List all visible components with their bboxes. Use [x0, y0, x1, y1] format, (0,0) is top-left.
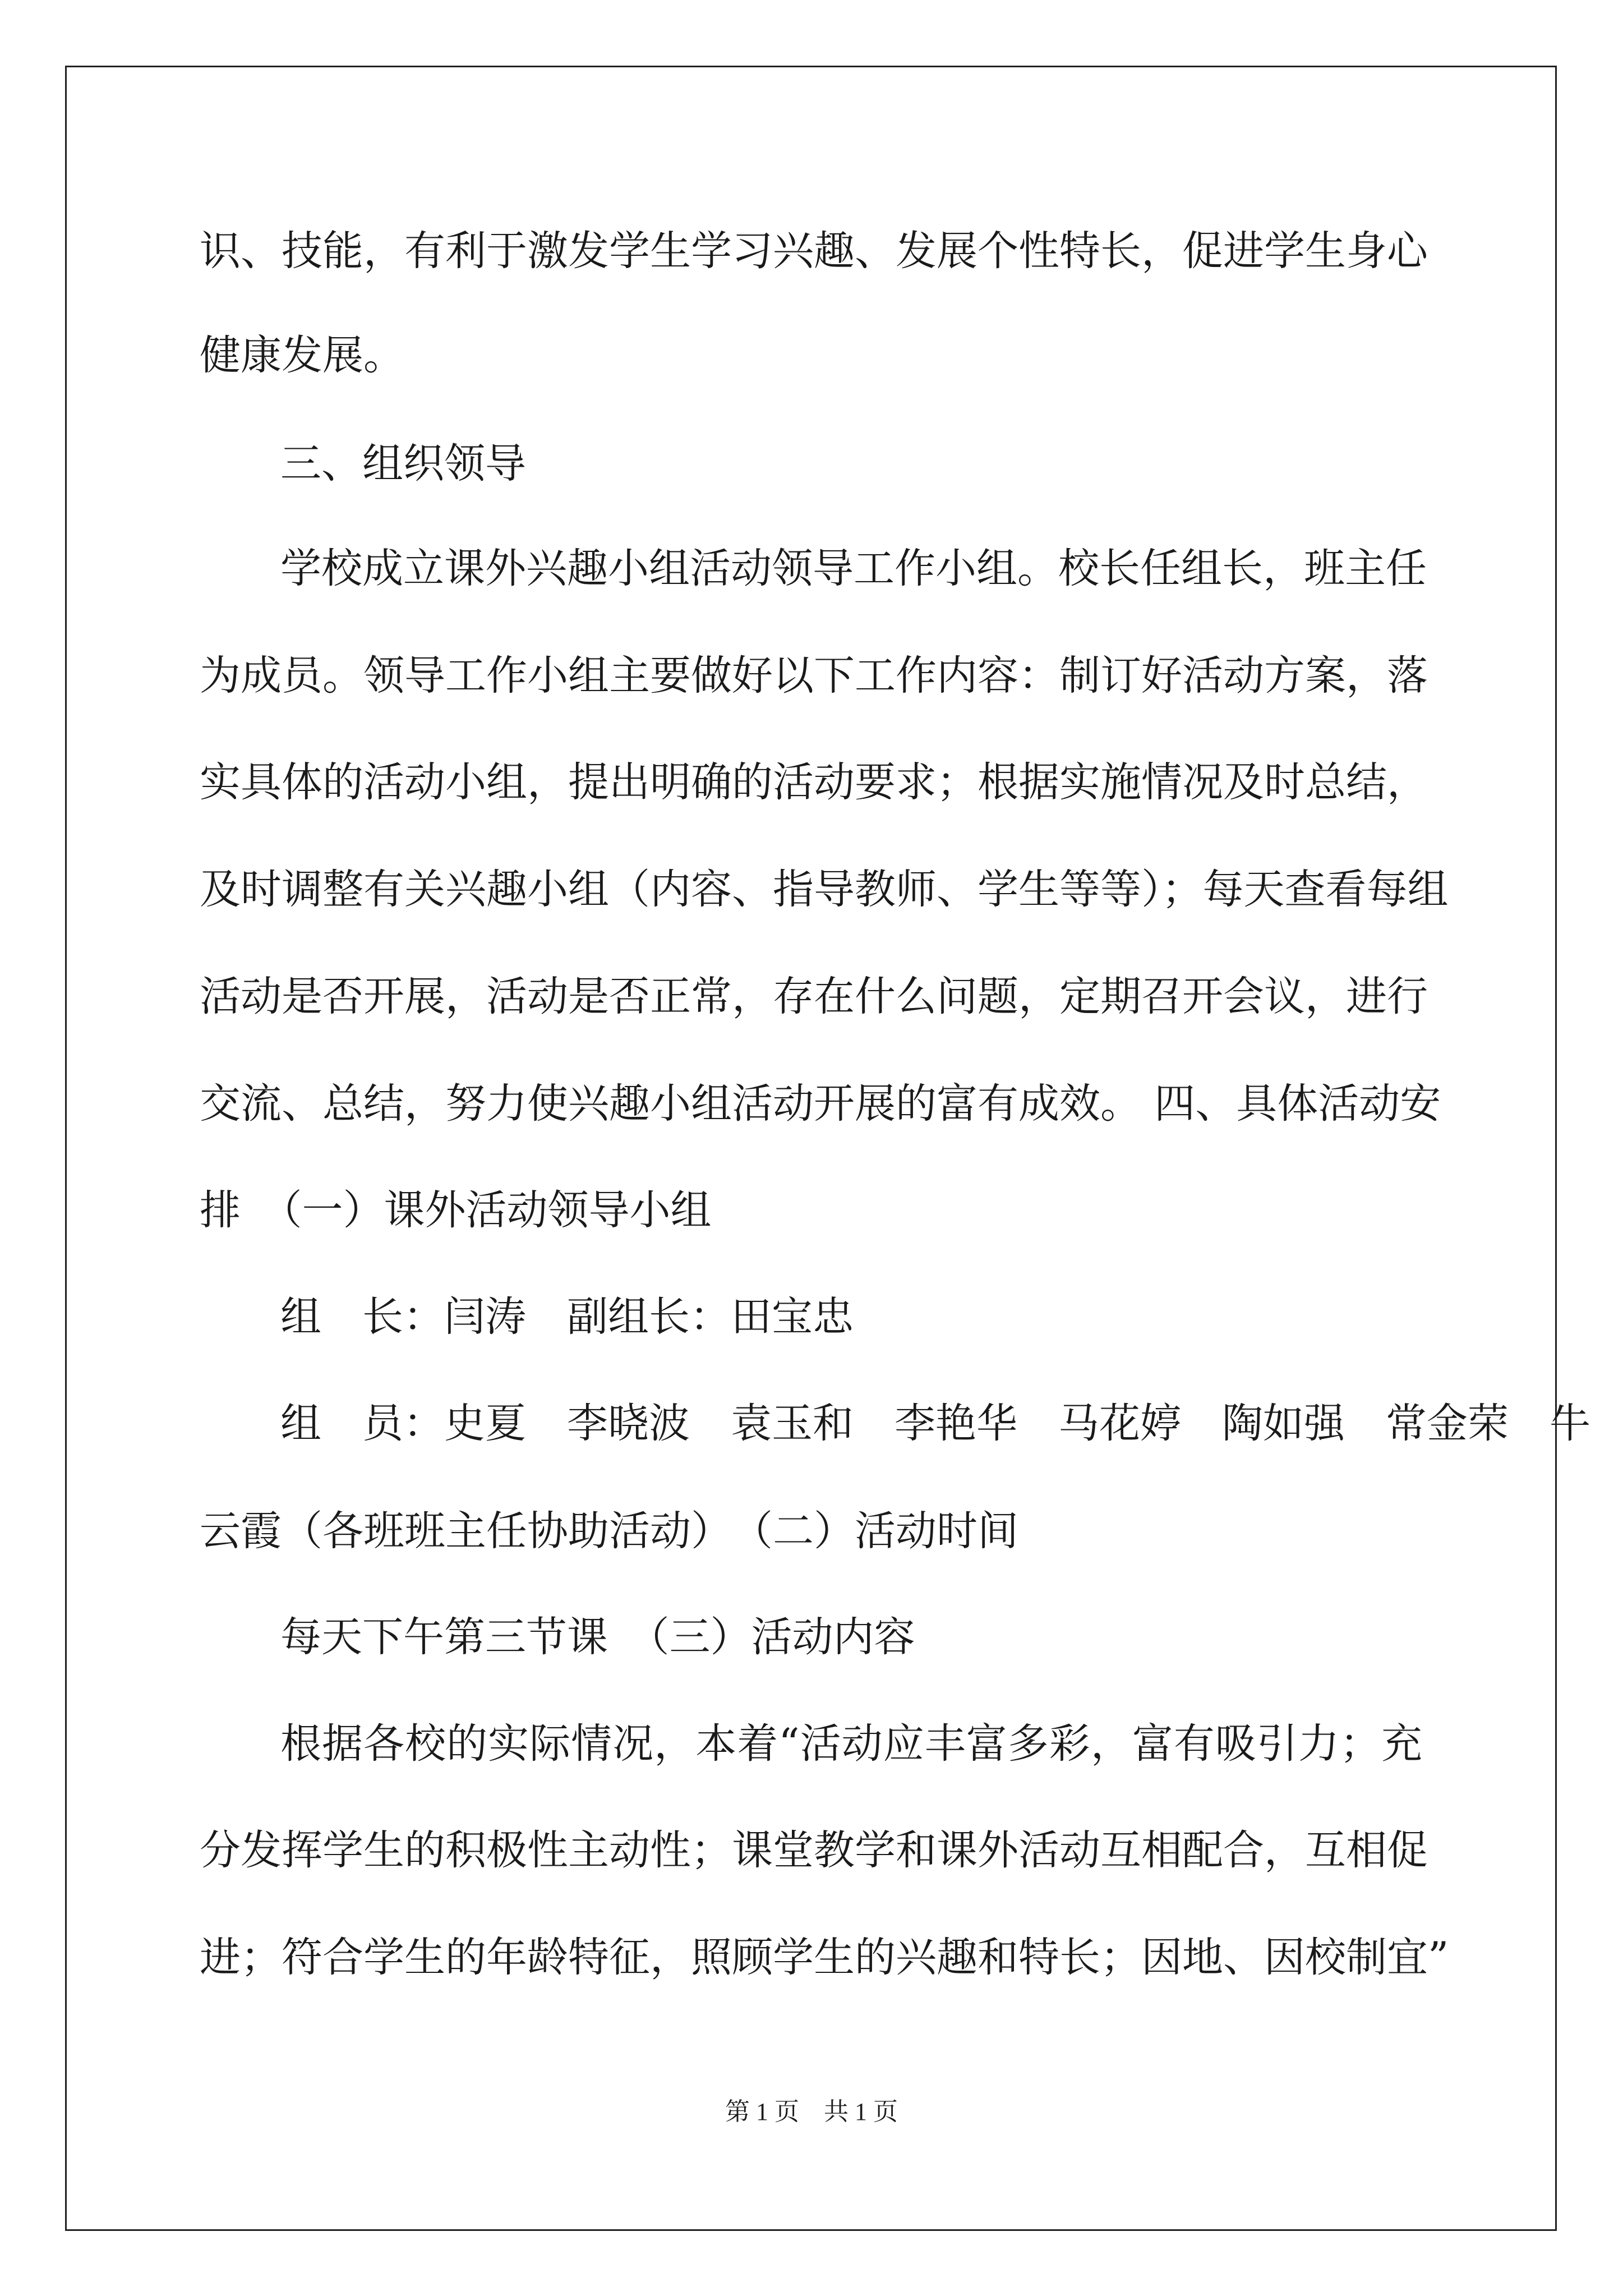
activity-time-line: 每天下午第三节课 （三）活动内容 [280, 1613, 915, 1661]
text-line-15: 根据各校的实际情况，本着“活动应丰富多彩，富有吸引力；充 [280, 1720, 1422, 1768]
text-line-5: 为成员。领导工作小组主要做好以下工作内容：制订好活动方案，落 [200, 652, 1428, 700]
section-heading-organization: 三、组织领导 [280, 440, 526, 487]
text-line-9: 交流、总结，努力使兴趣小组活动开展的富有成效。 四、具体活动安 [200, 1080, 1441, 1128]
text-line-17: 进；符合学生的年龄特征，照顾学生的兴趣和特长；因地、因校制宜” [200, 1934, 1449, 1981]
text-line-1: 识、技能，有利于激发学生学习兴趣、发展个性特长，促进学生身心 [200, 227, 1428, 275]
page-border [65, 66, 1590, 2231]
leader-line: 组 长：闫涛 副组长：田宝忠 [280, 1293, 854, 1341]
text-line-2: 健康发展。 [200, 332, 404, 379]
text-line-10: 排 （一）课外活动领导小组 [200, 1186, 712, 1234]
text-line-13: 云霞（各班班主任协助活动） （二）活动时间 [200, 1507, 1018, 1555]
page-number-footer: 第 1 页 共 1 页 [725, 2098, 898, 2125]
members-line: 组 员：史夏 李晓波 袁玉和 李艳华 马花婷 陶如强 常金荣 牛 [280, 1400, 1590, 1447]
text-line-6: 实具体的活动小组，提出明确的活动要求；根据实施情况及时总结， [200, 758, 1428, 806]
text-line-4: 学校成立课外兴趣小组活动领导工作小组。校长任组长，班主任 [280, 545, 1427, 592]
text-line-7: 及时调整有关兴趣小组（内容、指导教师、学生等等）；每天查看每组 [200, 866, 1449, 913]
text-line-16: 分发挥学生的积极性主动性；课堂教学和课外活动互相配合，互相促 [200, 1826, 1428, 1874]
text-line-8: 活动是否开展，活动是否正常，存在什么问题，定期召开会议，进行 [200, 973, 1428, 1020]
